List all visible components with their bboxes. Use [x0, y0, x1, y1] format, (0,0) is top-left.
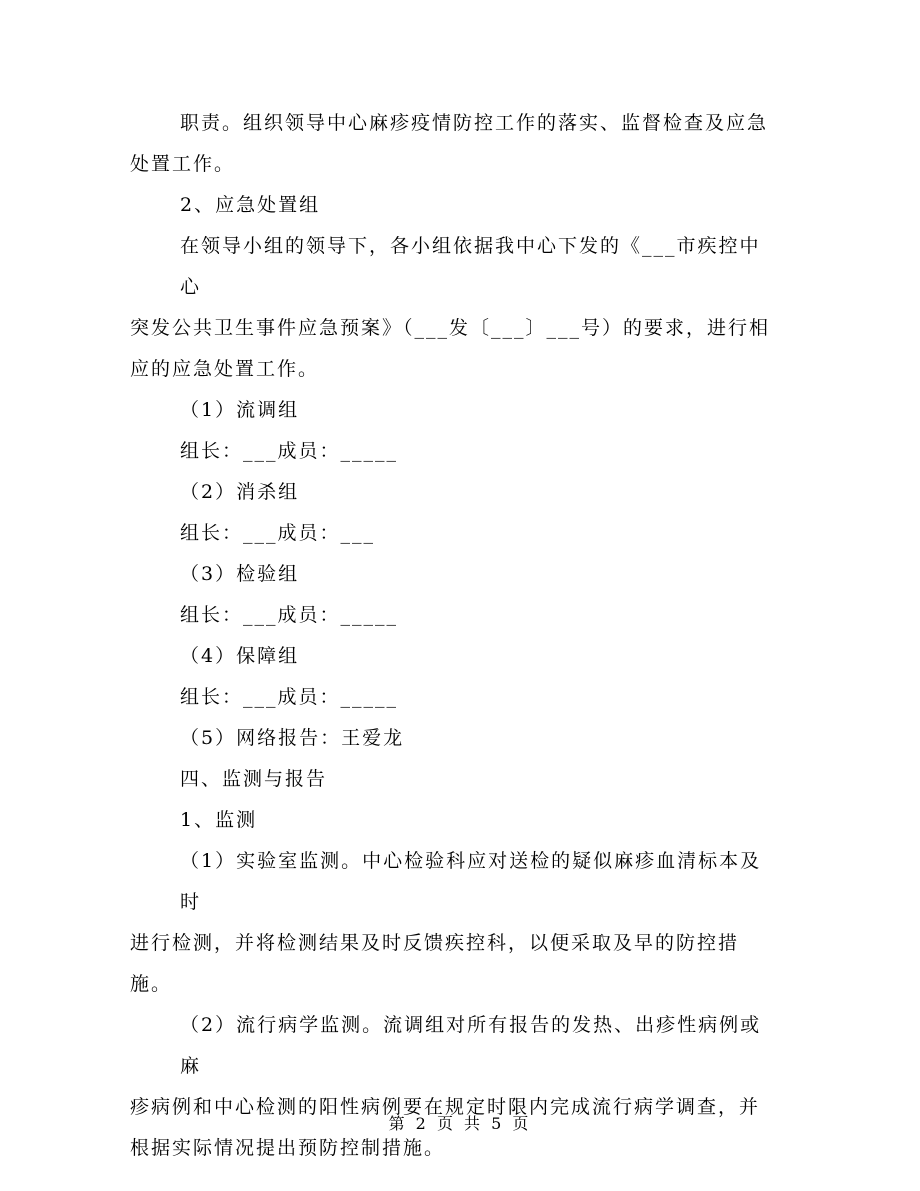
page-number-footer: 第 2 页 共 5 页	[388, 1114, 532, 1133]
paragraph-line: 处置工作。	[130, 153, 236, 175]
subgroup-members-line: 组长：___成员：___	[180, 522, 376, 544]
subgroup-support: （4）保障组	[180, 645, 300, 667]
document-body	[130, 103, 780, 1169]
paragraph-duties	[130, 103, 780, 185]
subgroup-laboratory: （3）检验组	[180, 563, 300, 585]
subgroup-network-report: （5）网络报告：王爱龙	[180, 727, 405, 749]
section-heading-monitoring: 四、监测与报告	[180, 768, 328, 790]
paragraph-line: 疹病例和中心检测的阳性病例要在规定时限内完成流行病学调查，并根据实际情况提出预防控制措施。	[130, 1096, 761, 1159]
subgroup-members-line: 组长：___成员：_____	[180, 604, 399, 626]
paragraph-epidemiological-monitoring	[130, 1005, 780, 1169]
subsection-heading-monitoring: 1、监测	[180, 809, 258, 831]
paragraph-line: 进行检测，并将检测结果及时反馈疾控科，以便采取及早的防控措施。	[130, 932, 740, 995]
paragraph-line: 职责。组织领导中心麻疹疫情防控工作的落实、监督检查及应急	[180, 112, 769, 134]
subgroup-epidemiology: （1）流调组	[180, 399, 300, 421]
paragraph-line: （2）流行病学监测。流调组对所有报告的发热、出疹性病例或麻	[180, 1014, 762, 1077]
paragraph-emergency-plan	[130, 226, 780, 390]
paragraph-lab-monitoring	[130, 841, 780, 1005]
paragraph-line: 突发公共卫生事件应急预案》（___发〔___〕___号）的要求，进行相应的应急处置工作。	[130, 317, 771, 380]
paragraph-line: （1）实验室监测。中心检验科应对送检的疑似麻疹血清标本及时	[180, 850, 762, 913]
paragraph-line: 在领导小组的领导下，各小组依据我中心下发的《___市疾控中心	[180, 235, 761, 298]
subgroup-members-line: 组长：___成员：_____	[180, 686, 399, 708]
subgroup-disinfection: （2）消杀组	[180, 481, 300, 503]
section-heading-emergency-group: 2、应急处置组	[180, 194, 321, 216]
subgroup-members-line: 组长：___成员：_____	[180, 440, 399, 462]
